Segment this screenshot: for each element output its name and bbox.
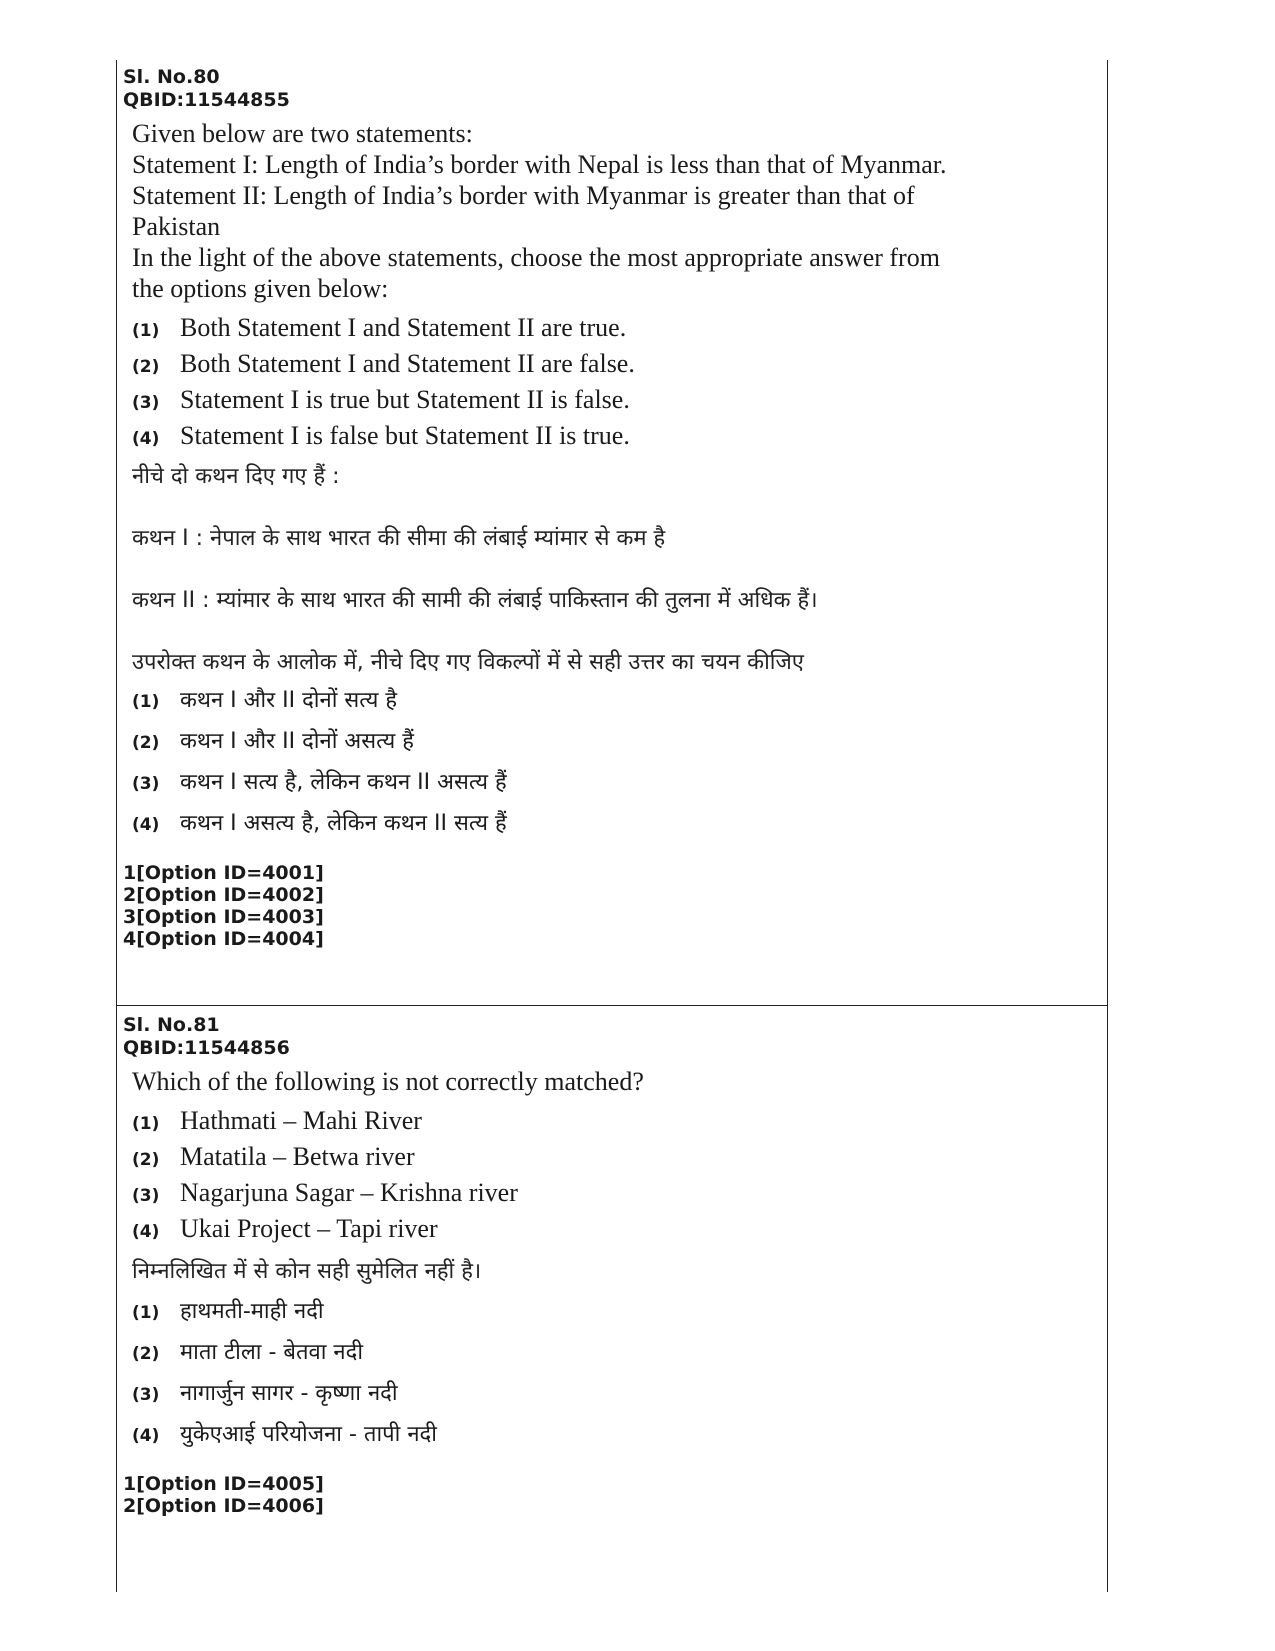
- stem-line: Statement II: Length of India’s border with Myanmar is greater than that of: [132, 181, 915, 210]
- option-text: Both Statement I and Statement II are true.: [180, 313, 627, 342]
- hindi-question: निम्नलिखित में से कोन सही सुमेलित नहीं है।: [132, 1259, 482, 1284]
- stem-line: Statement I: Length of India’s border with Nepal is less than that of Myanmar.: [132, 150, 947, 179]
- option-1: [132, 1291, 1107, 1332]
- option-number: (4): [132, 1426, 160, 1446]
- option-text: युकेएआई परियोजना - तापी नदी: [180, 1422, 437, 1447]
- stem-line: the options given below:: [132, 274, 389, 303]
- option-number: (2): [132, 357, 160, 377]
- option-id: 3[Option ID=4003]: [123, 906, 324, 928]
- serial-number: Sl. No.80: [123, 66, 220, 88]
- hindi-statement-1: कथन I : नेपाल के साथ भारत की सीमा की लंबाई म्यांमार से कम है: [132, 526, 666, 551]
- option-id-list: [123, 1473, 1107, 1517]
- option-2: [132, 1139, 1107, 1175]
- option-number: (1): [132, 1114, 160, 1134]
- option-text: हाथमती-माही नदी: [180, 1299, 324, 1324]
- option-number: (1): [132, 1303, 160, 1323]
- option-text: माता टीला - बेतवा नदी: [180, 1340, 364, 1365]
- option-number: (2): [132, 1344, 160, 1364]
- hindi-statement-2: कथन II : म्यांमार के साथ भारत की सामी की लंबाई पाकिस्तान की तुलना में अधिक हैं।: [132, 588, 818, 613]
- options-list-english: [123, 310, 1107, 454]
- option-3: [132, 1175, 1107, 1211]
- hindi-intro: नीचे दो कथन दिए गए हैं :: [132, 464, 340, 489]
- option-number: (3): [132, 774, 160, 794]
- option-id: 4[Option ID=4004]: [123, 928, 324, 950]
- option-1: [132, 1103, 1107, 1139]
- options-list-hindi: [123, 1291, 1107, 1455]
- stem-line: In the light of the above statements, choose the most appropriate answer from: [132, 243, 940, 272]
- hindi-question: उपरोक्त कथन के आलोक में, नीचे दिए गए विकल्पों में से सही उत्तर का चयन कीजिए: [132, 650, 804, 675]
- option-2: [132, 1332, 1107, 1373]
- option-id: 1[Option ID=4005]: [123, 1473, 324, 1495]
- option-2: [132, 721, 1107, 762]
- option-3: [132, 762, 1107, 803]
- option-number: (2): [132, 1150, 160, 1170]
- option-text: Nagarjuna Sagar – Krishna river: [180, 1178, 518, 1207]
- stem-line: Given below are two statements:: [132, 119, 473, 148]
- option-number: (4): [132, 429, 160, 449]
- question-stem-english: [132, 118, 1107, 304]
- option-4: [132, 1211, 1107, 1247]
- option-text: Statement I is true but Statement II is false.: [180, 385, 630, 414]
- option-id: 2[Option ID=4006]: [123, 1495, 324, 1517]
- option-id: 1[Option ID=4001]: [123, 862, 324, 884]
- option-text: Statement I is false but Statement II is true.: [180, 421, 630, 450]
- option-text: Both Statement I and Statement II are false.: [180, 349, 635, 378]
- option-number: (2): [132, 733, 160, 753]
- option-1: [132, 680, 1107, 721]
- option-1: [132, 310, 1107, 346]
- options-list-english: [123, 1103, 1107, 1247]
- option-3: [132, 382, 1107, 418]
- option-4: [132, 1414, 1107, 1455]
- option-text: कथन I सत्य है, लेकिन कथन II असत्य हैं: [180, 770, 507, 795]
- question-paper-page: [116, 60, 1108, 1592]
- question-block-81: [117, 1006, 1107, 1517]
- question-bank-id: QBID:11544855: [123, 89, 290, 111]
- option-number: (4): [132, 1222, 160, 1242]
- stem-line: Pakistan: [132, 212, 221, 241]
- option-number: (4): [132, 815, 160, 835]
- option-text: Ukai Project – Tapi river: [180, 1214, 438, 1243]
- option-number: (1): [132, 321, 160, 341]
- option-2: [132, 346, 1107, 382]
- option-3: [132, 1373, 1107, 1414]
- option-text: Hathmati – Mahi River: [180, 1106, 422, 1135]
- option-id-list: [123, 862, 1107, 950]
- option-number: (3): [132, 1385, 160, 1405]
- option-text: Matatila – Betwa river: [180, 1142, 415, 1171]
- option-text: कथन I और II दोनों असत्य हैं: [180, 729, 414, 754]
- question-bank-id: QBID:11544856: [123, 1037, 290, 1059]
- option-id: 2[Option ID=4002]: [123, 884, 324, 906]
- question-stem-english: Which of the following is not correctly matched?: [132, 1067, 644, 1096]
- question-block-80: [117, 60, 1107, 1006]
- option-text: कथन I असत्य है, लेकिन कथन II सत्य हैं: [180, 811, 507, 836]
- option-number: (1): [132, 692, 160, 712]
- option-4: [132, 803, 1107, 844]
- option-text: नागार्जुन सागर - कृष्णा नदी: [180, 1381, 398, 1406]
- option-4: [132, 418, 1107, 454]
- option-number: (3): [132, 393, 160, 413]
- options-list-hindi: [123, 680, 1107, 844]
- serial-number: Sl. No.81: [123, 1014, 220, 1036]
- option-number: (3): [132, 1186, 160, 1206]
- option-text: कथन I और II दोनों सत्य है: [180, 688, 398, 713]
